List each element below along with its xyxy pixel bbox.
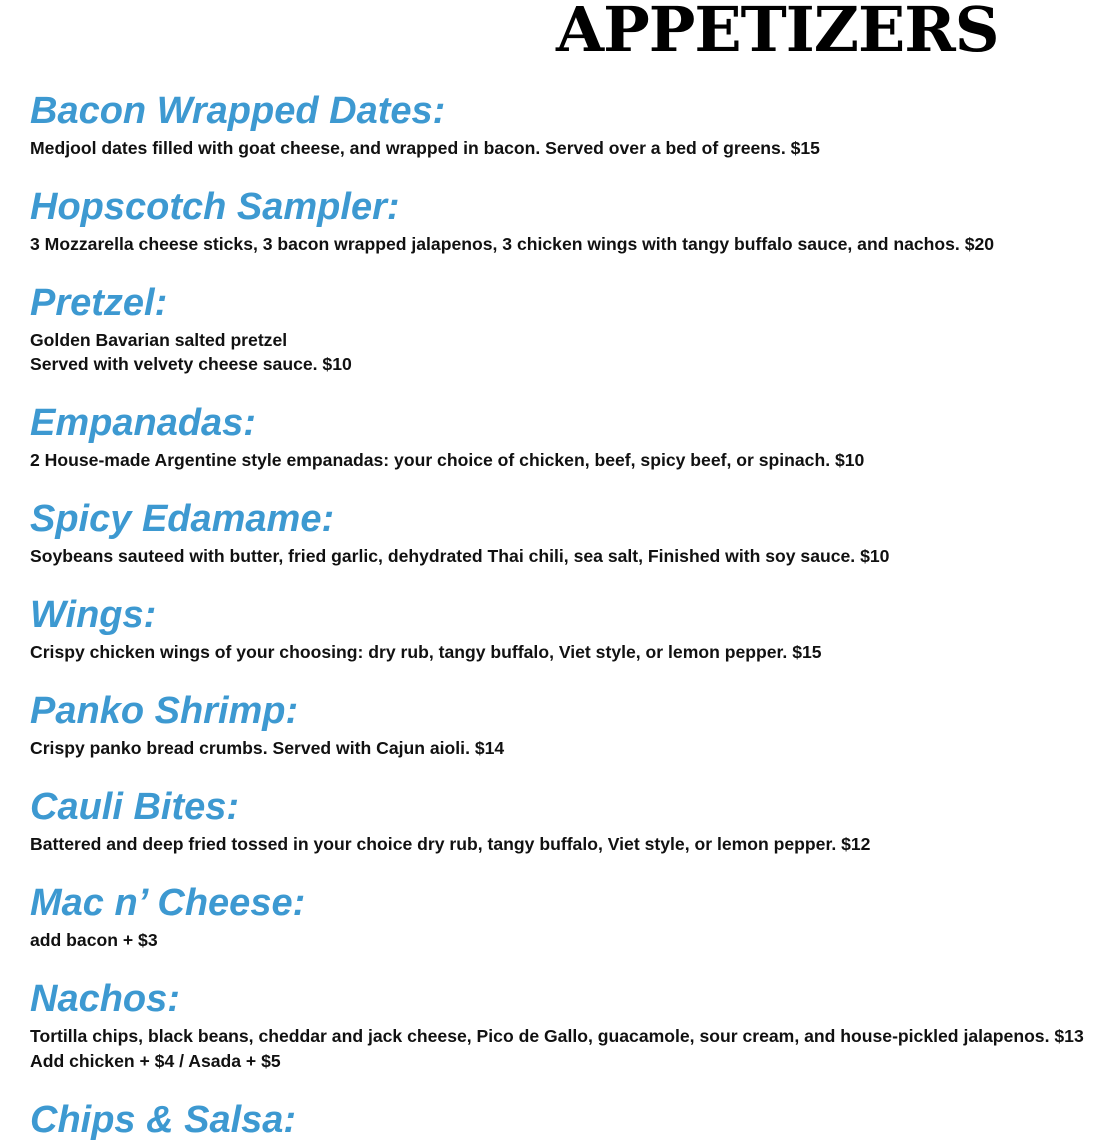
menu-item-chips-and-salsa	[30, 1097, 1100, 1143]
item-name: Pretzel:	[30, 282, 168, 324]
item-name: Cauli Bites:	[30, 786, 240, 828]
menu-item-hopscotch-sampler	[30, 184, 1100, 256]
menu-item-cauli-bites	[30, 784, 1100, 856]
item-description: Soybeans sauteed with butter, fried garlic, dehydrated Thai chili, sea salt, Finished with soy sauce. $10	[30, 546, 890, 566]
item-description: Crispy chicken wings of your choosing: dry rub, tangy buffalo, Viet style, or lemon pepper. $15	[30, 642, 822, 662]
item-name: Hopscotch Sampler:	[30, 186, 400, 228]
item-name: Chips & Salsa:	[30, 1099, 297, 1141]
menu-item-wings	[30, 592, 1100, 664]
item-name: Wings:	[30, 594, 157, 636]
item-description: Battered and deep fried tossed in your choice dry rub, tangy buffalo, Viet style, or lemon pepper. $12	[30, 834, 871, 854]
item-description: Medjool dates filled with goat cheese, and wrapped in bacon. Served over a bed of greens. $15	[30, 138, 820, 158]
appetizer-menu	[30, 88, 1100, 1144]
item-description: 3 Mozzarella cheese sticks, 3 bacon wrapped jalapenos, 3 chicken wings with tangy buffalo sauce, and nachos. $20	[30, 234, 995, 254]
menu-item-panko-shrimp	[30, 688, 1100, 760]
item-description: add bacon + $3	[30, 930, 158, 950]
item-name: Empanadas:	[30, 402, 256, 444]
item-description-line-2: Add chicken + $4 / Asada + $5	[30, 1051, 281, 1071]
item-description: Tortilla chips, black beans, cheddar and jack cheese, Pico de Gallo, guacamole, sour cream, and house-pickled jalapenos. $13	[30, 1026, 1084, 1046]
menu-item-mac-n-cheese	[30, 880, 1100, 952]
page-title: APPETIZERS	[556, 0, 999, 66]
menu-item-spicy-edamame	[30, 496, 1100, 568]
menu-item-bacon-wrapped-dates	[30, 88, 1100, 160]
menu-item-pretzel	[30, 280, 1100, 376]
item-name: Mac n’ Cheese:	[30, 882, 306, 924]
item-name: Bacon Wrapped Dates:	[30, 90, 446, 132]
menu-item-empanadas	[30, 400, 1100, 472]
item-name: Spicy Edamame:	[30, 498, 335, 540]
item-name: Panko Shrimp:	[30, 690, 299, 732]
item-description: Crispy panko bread crumbs. Served with Cajun aioli. $14	[30, 738, 505, 758]
item-name: Nachos:	[30, 978, 180, 1020]
item-description: Golden Bavarian salted pretzel	[30, 330, 288, 350]
item-description-line-2: Served with velvety cheese sauce. $10	[30, 354, 352, 374]
menu-item-nachos	[30, 976, 1100, 1073]
item-description: 2 House-made Argentine style empanadas: your choice of chicken, beef, spicy beef, or spinach. $10	[30, 450, 865, 470]
